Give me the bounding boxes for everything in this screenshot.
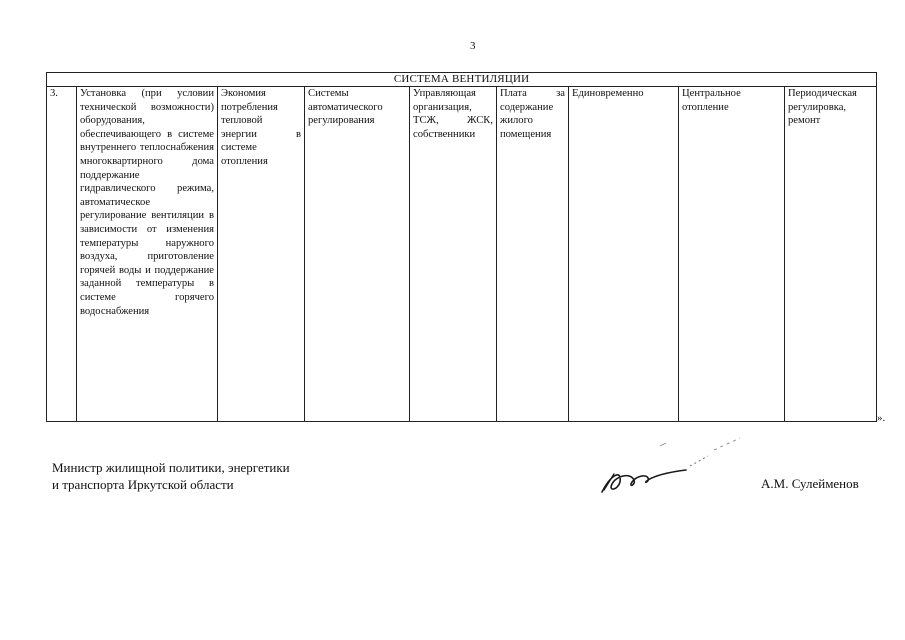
signer-title — [52, 459, 290, 493]
equipment-cell: Системы автоматического регулирования — [305, 87, 410, 422]
measures-table — [46, 72, 877, 422]
section-header-row — [47, 73, 877, 87]
signer-title-line-1: Министр жилищной политики, энергетики — [52, 460, 290, 475]
handwritten-signature — [590, 430, 750, 530]
section-title: СИСТЕМА ВЕНТИЛЯЦИИ — [47, 73, 877, 87]
maintenance-cell: Периодическая регулировка, ремонт — [785, 87, 877, 422]
signer-name: А.М. Сулейменов — [761, 476, 859, 491]
closing-quote-mark: ». — [877, 412, 886, 424]
effect-cell: Экономия потребления тепловой энергии в системе отопления — [218, 87, 305, 422]
object-cell: Центральное отопление — [679, 87, 785, 422]
executor-cell: Управляющая организация, ТСЖ, ЖСК, собственники — [410, 87, 497, 422]
row-number: 3. — [47, 87, 77, 422]
page-number: 3 — [470, 40, 476, 52]
frequency-cell: Единовременно — [569, 87, 679, 422]
table-row — [47, 87, 877, 422]
signer-title-line-2: и транспорта Иркутской области — [52, 477, 234, 492]
measure-cell: Установка (при условии технической возможности) оборудования, обеспечивающего в системе внутреннего теплоснабжения многоквартирного дома поддержание гидравлического режима, автоматическое регулирование вентиляции в зависимости от изменения температуры наружного воздуха, приготовление горячей воды и поддержание заданной температуры в системе горячего водоснабжения — [77, 87, 218, 422]
funding-cell: Плата за содержание жилого помещения — [497, 87, 569, 422]
